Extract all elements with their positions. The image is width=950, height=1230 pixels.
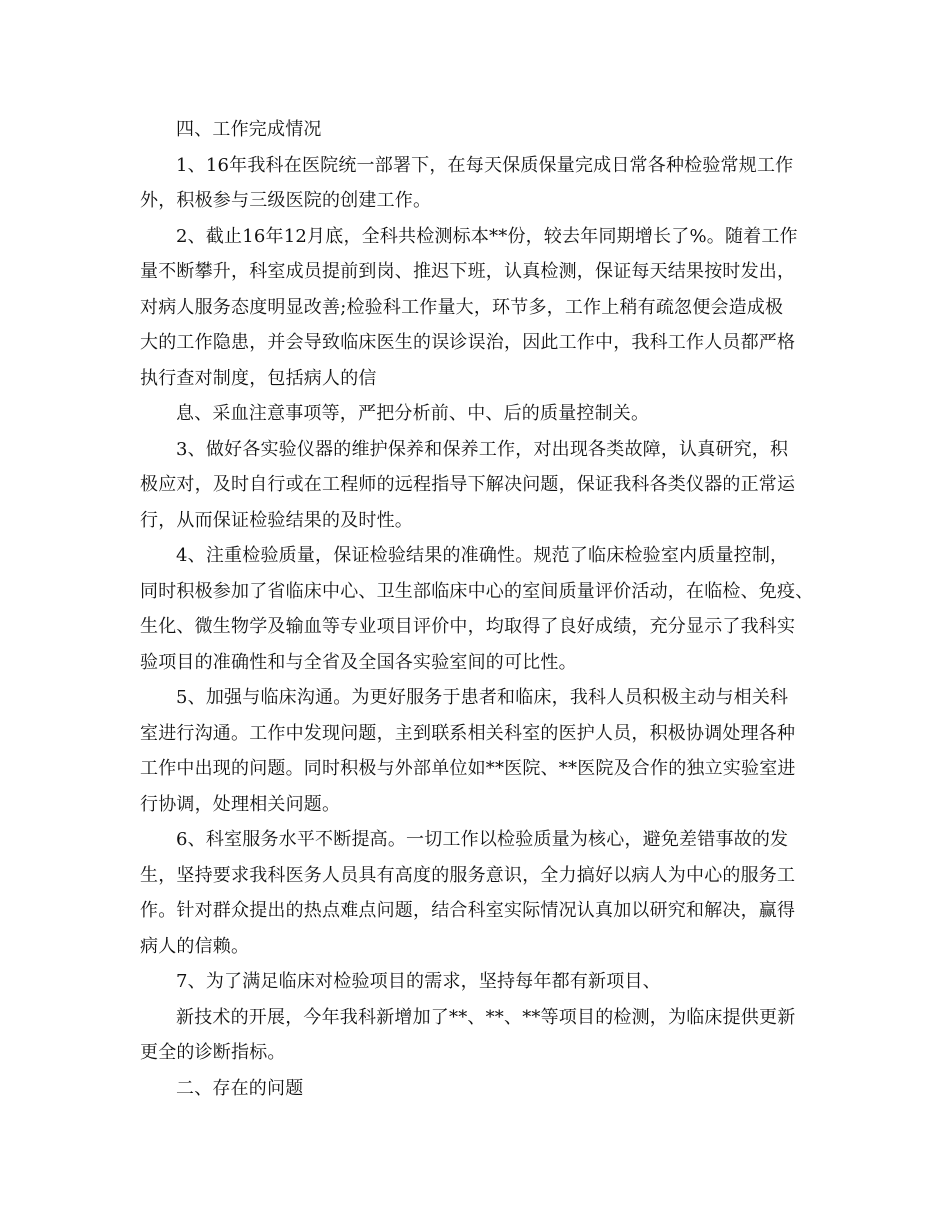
paragraph-line: 4、注重检验质量，保证检验结果的准确性。规范了临床检验室内质量控制，: [176, 545, 789, 566]
paragraph-line: 大的工作隐患，并会导致临床医生的误诊误治，因此工作中，我科工作人员都严格: [140, 332, 796, 353]
paragraph-line: 验项目的准确性和与全省及全国各实验室间的可比性。: [140, 652, 577, 673]
paragraph-line: 6、科室服务水平不断提高。一切工作以检验质量为核心，避免差错事故的发: [176, 829, 789, 850]
paragraph-line: 行协调，处理相关问题。: [140, 794, 341, 815]
paragraph-line: 同时积极参加了省临床中心、卫生部临床中心的室间质量评价活动，在临检、免疫、: [140, 581, 814, 602]
paragraph-line: 5、加强与临床沟通。为更好服务于患者和临床，我科人员积极主动与相关科: [176, 687, 789, 708]
paragraph-line: 生，坚持要求我科医务人员具有高度的服务意识，全力搞好以病人为中心的服务工: [140, 865, 796, 886]
paragraph-line: 对病人服务态度明显改善;检验科工作量大，环节多，工作上稍有疏忽便会造成极: [140, 297, 784, 318]
paragraph-line: 7、为了满足临床对检验项目的需求，坚持每年都有新项目、: [176, 971, 661, 992]
paragraph-line: 息、采血注意事项等，严把分析前、中、后的质量控制关。: [176, 403, 650, 424]
section-heading: 四、工作完成情况: [176, 119, 322, 140]
paragraph-line: 新技术的开展，今年我科新增加了**、**、**等项目的检测，为临床提供更新: [176, 1007, 796, 1028]
paragraph-line: 执行查对制度，包括病人的信: [140, 368, 377, 389]
paragraph-line: 2、截止16年12月底，全科共检测标本**份，较去年同期增长了%。随着工作: [176, 226, 798, 247]
paragraph-line: 工作中出现的问题。同时积极与外部单位如**医院、**医院及合作的独立实验室进: [140, 758, 796, 779]
paragraph-line: 3、做好各实验仪器的维护保养和保养工作，对出现各类故障，认真研究，积: [176, 439, 789, 460]
paragraph-line: 行，从而保证检验结果的及时性。: [140, 510, 413, 531]
paragraph-line: 更全的诊断指标。: [140, 1042, 286, 1063]
paragraph-line: 生化、微生物学及输血等专业项目评价中，均取得了良好成绩，充分显示了我科实: [140, 616, 796, 637]
paragraph-line: 1、16年我科在医院统一部署下，在每天保质保量完成日常各种检验常规工作: [176, 155, 794, 176]
section-heading: 二、存在的问题: [176, 1078, 304, 1099]
paragraph-line: 外，积极参与三级医院的创建工作。: [140, 190, 432, 211]
paragraph-line: 极应对，及时自行或在工程师的远程指导下解决问题，保证我科各类仪器的正常运: [140, 474, 796, 495]
paragraph-line: 病人的信赖。: [140, 936, 250, 957]
paragraph-line: 作。针对群众提出的热点难点问题，结合科室实际情况认真加以研究和解决，赢得: [140, 900, 796, 921]
paragraph-line: 量不断攀升，科室成员提前到岗、推迟下班，认真检测，保证每天结果按时发出，: [140, 261, 796, 282]
paragraph-line: 室进行沟通。工作中发现问题，主到联系相关科室的医护人员，积极协调处理各种: [140, 723, 796, 744]
